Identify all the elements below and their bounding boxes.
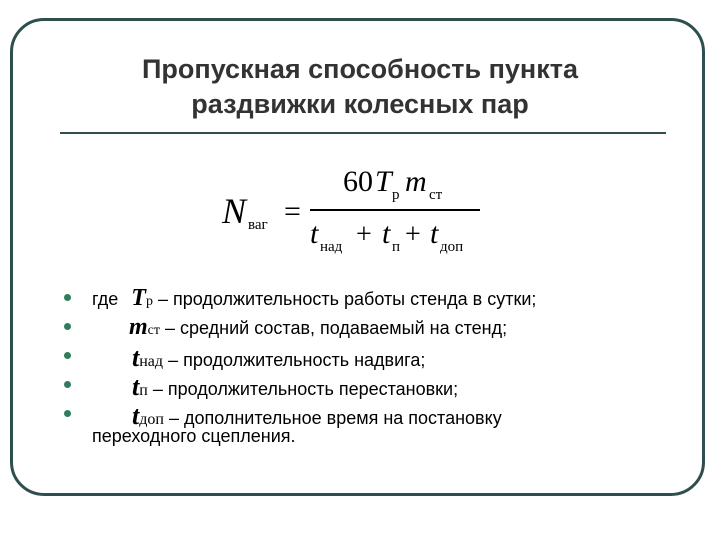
where-label: где (92, 289, 119, 309)
definition-row-2 (129, 314, 507, 341)
formula-den-t3: t (430, 217, 439, 250)
def-text-1: – продолжительность работы стенда в сутки; (157, 289, 537, 309)
definition-row-4 (132, 372, 458, 402)
formula-den-sub2: п (392, 239, 401, 255)
formula-den-plus1: + (356, 219, 372, 250)
def-sub-2: ст (147, 323, 161, 338)
def-text-5: – дополнительное время на постановку (168, 408, 502, 428)
def-text-3: – продолжительность надвига; (168, 350, 426, 370)
formula-den-sub3: доп (440, 239, 464, 255)
formula-num-var1: T (375, 165, 392, 198)
def-var-5: t (132, 401, 140, 430)
formula-num-sub2: ст (429, 187, 443, 203)
formula-den-sub1: над (320, 239, 343, 255)
throughput-formula (222, 165, 484, 260)
def-sub-4: п (139, 382, 148, 399)
def-var-2: m (129, 314, 148, 340)
definition-continuation: переходного сцепления. (92, 426, 296, 446)
def-sub-3: над (139, 353, 164, 370)
def-sub-1: р (145, 294, 153, 309)
formula-den-plus2: + (405, 219, 421, 250)
bullet-3 (64, 352, 71, 359)
title-divider (60, 132, 666, 134)
formula-num-coef: 60 (343, 165, 373, 198)
formula-lhs-var: N (222, 191, 247, 231)
formula-num-var2: m (405, 165, 427, 198)
def-text-4: – продолжительность перестановки; (152, 379, 459, 399)
formula-num-sub1: р (392, 187, 400, 203)
slide-title (60, 52, 660, 122)
def-sub-5: доп (139, 411, 164, 428)
formula-lhs-sub: ваг (248, 217, 268, 233)
def-var-3: t (132, 343, 140, 372)
bullet-5 (64, 410, 71, 417)
def-var-1: T (131, 285, 146, 311)
formula-equals: = (284, 195, 301, 228)
title-line-2: раздвижки колесных пар (191, 89, 529, 119)
title-line-1: Пропускная способность пункта (142, 54, 578, 84)
formula-den-t1: t (310, 217, 319, 250)
formula-fraction-bar (310, 209, 480, 211)
definition-row-1 (92, 285, 536, 312)
bullet-1 (64, 294, 71, 301)
bullet-4 (64, 381, 71, 388)
bullet-2 (64, 323, 71, 330)
def-var-4: t (132, 372, 140, 401)
def-text-2: – средний состав, подаваемый на стенд; (165, 318, 508, 338)
definition-row-3 (132, 343, 425, 373)
formula-den-t2: t (382, 217, 391, 250)
